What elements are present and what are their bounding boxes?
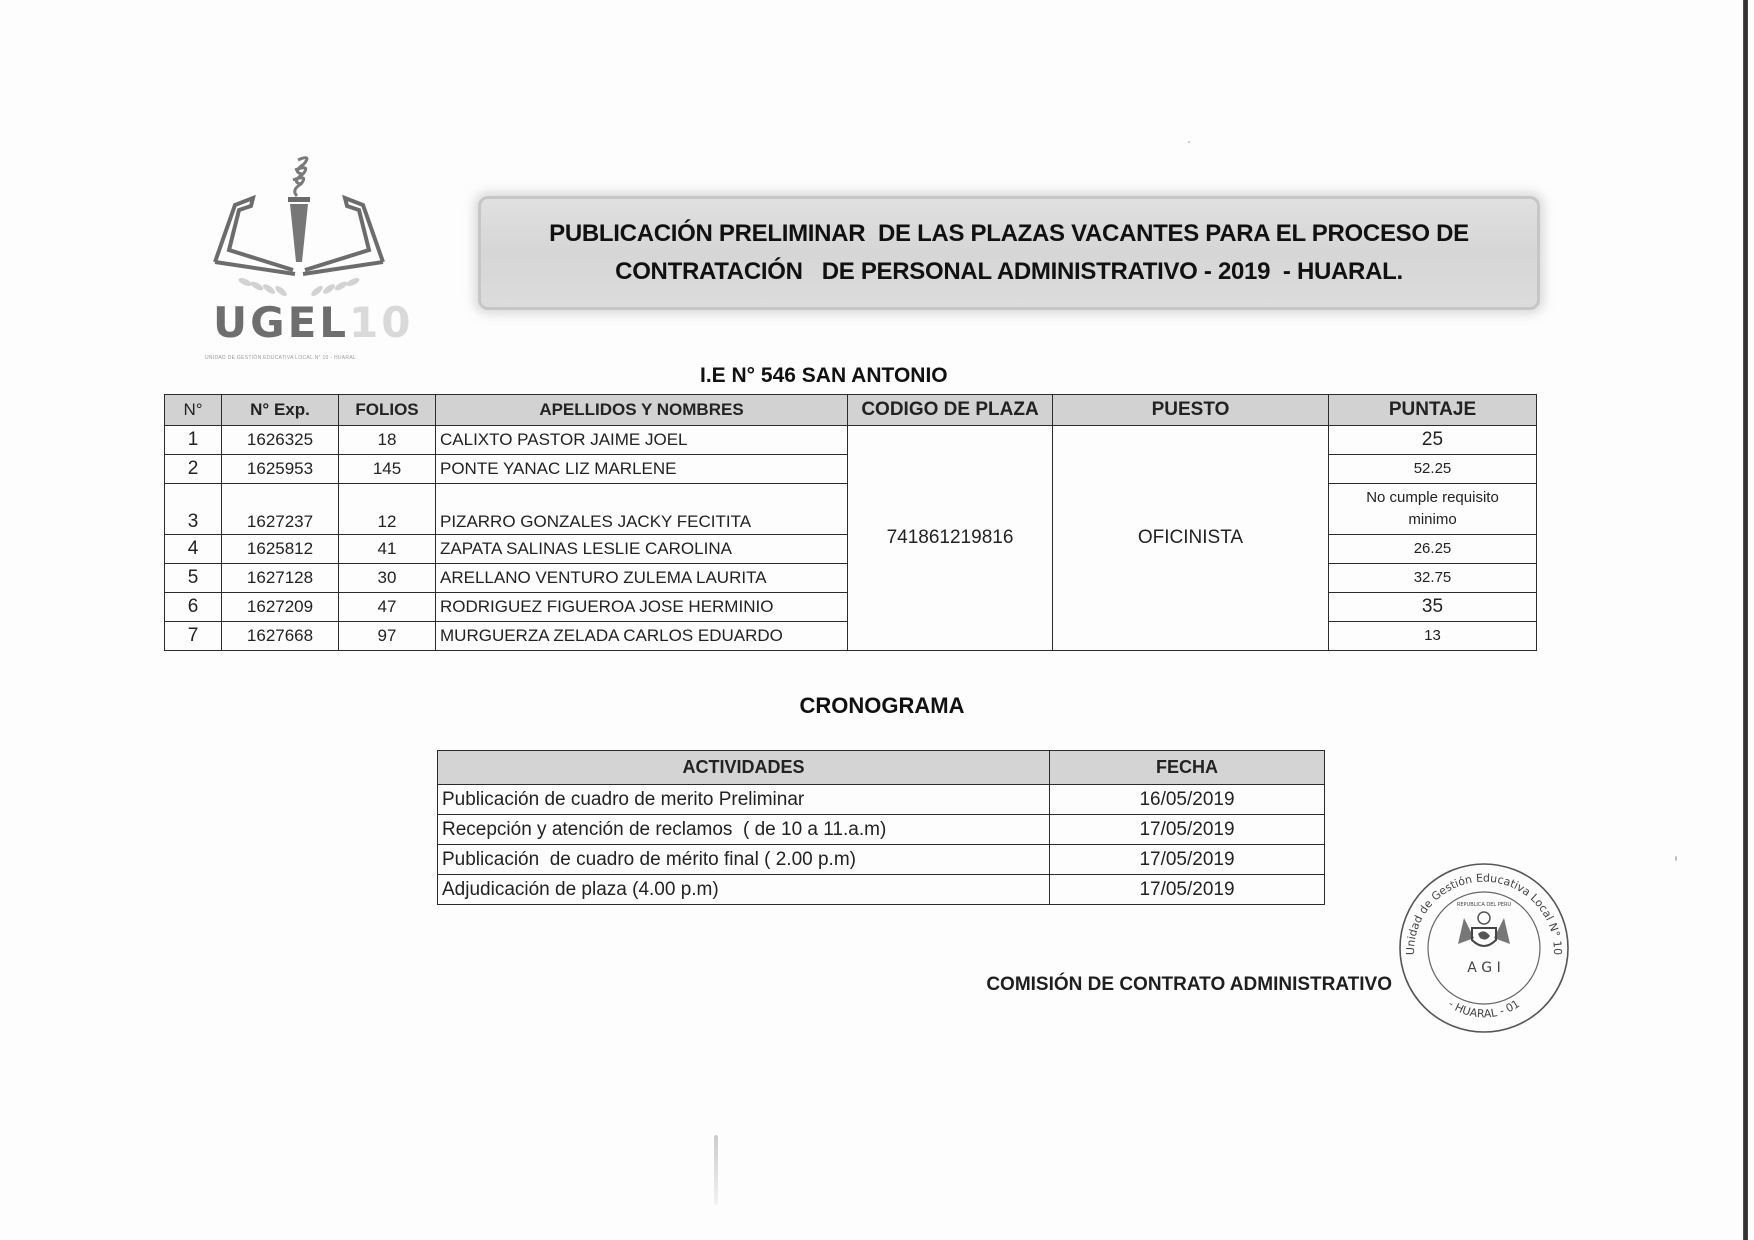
stamp-initials: A G I [1467, 960, 1501, 976]
cronograma-row [438, 785, 1325, 815]
vacancy-table [164, 394, 1537, 651]
cell-name: MURGUERZA ZELADA CARLOS EDUARDO [436, 622, 848, 651]
cell-exp: 1627668 [222, 622, 339, 651]
cronograma-row [438, 875, 1325, 905]
cell-name: CALIXTO PASTOR JAIME JOEL [436, 426, 848, 455]
title-line-2: CONTRATACIÓN DE PERSONAL ADMINISTRATIVO - 2019 - HUARAL. [615, 258, 1403, 285]
coat-of-arms-icon [1458, 912, 1510, 946]
puntaje-note-line-1: No cumple requisito [1366, 489, 1499, 506]
cell-name: ARELLANO VENTURO ZULEMA LAURITA [436, 564, 848, 593]
cell-exp: 1627209 [222, 593, 339, 622]
cell-puesto: OFICINISTA [1053, 426, 1329, 651]
cell-puntaje: 52.25 [1329, 455, 1537, 484]
cell-folios: 30 [339, 564, 436, 593]
header-puesto: PUESTO [1053, 395, 1329, 426]
scan-edge-line [1743, 0, 1748, 1240]
scan-speck [1675, 856, 1677, 861]
scan-speck [1188, 141, 1190, 143]
header-name: APELLIDOS Y NOMBRES [436, 395, 848, 426]
official-stamp-icon [1398, 862, 1570, 1034]
stamp-outer-ring [1400, 864, 1568, 1032]
cell-fecha: 17/05/2019 [1050, 815, 1325, 845]
cell-n: 5 [165, 564, 222, 593]
institution-heading: I.E N° 546 SAN ANTONIO [700, 364, 948, 387]
cell-n: 4 [165, 535, 222, 564]
stamp-inner-ring [1428, 892, 1540, 1004]
cell-actividad: Publicación de cuadro de merito Preliminar [438, 785, 1050, 815]
header-folios: FOLIOS [339, 395, 436, 426]
cell-fecha: 17/05/2019 [1050, 875, 1325, 905]
cell-folios: 47 [339, 593, 436, 622]
cell-folios: 12 [339, 484, 436, 535]
header-fecha: FECHA [1050, 751, 1325, 785]
cell-name: PONTE YANAC LIZ MARLENE [436, 455, 848, 484]
cronograma-table [437, 750, 1325, 905]
table-header-row [165, 395, 1537, 426]
cell-fecha: 16/05/2019 [1050, 785, 1325, 815]
signature-commission: COMISIÓN DE CONTRATO ADMINISTRATIVO [986, 974, 1392, 995]
scan-speck [714, 1135, 718, 1205]
cell-actividad: Publicación de cuadro de mérito final ( 2.00 p.m) [438, 845, 1050, 875]
cell-puntaje: 25 [1329, 426, 1537, 455]
cell-n: 2 [165, 455, 222, 484]
stamp-ring-text: Unidad de Gestión Educativa Local N° 10 [1403, 871, 1565, 956]
header-exp: N° Exp. [222, 395, 339, 426]
header-codigo: CODIGO DE PLAZA [848, 395, 1053, 426]
cell-actividad: Recepción y atención de reclamos ( de 10 a 11.a.m) [438, 815, 1050, 845]
cell-puntaje: 32.75 [1329, 564, 1537, 593]
cell-exp: 1627128 [222, 564, 339, 593]
cell-n: 7 [165, 622, 222, 651]
cell-exp: 1625812 [222, 535, 339, 564]
cell-puntaje: 35 [1329, 593, 1537, 622]
cell-exp: 1627237 [222, 484, 339, 535]
cell-n: 3 [165, 484, 222, 535]
cronograma-row [438, 845, 1325, 875]
cell-folios: 97 [339, 622, 436, 651]
cell-folios: 41 [339, 535, 436, 564]
cell-name: RODRIGUEZ FIGUEROA JOSE HERMINIO [436, 593, 848, 622]
cell-exp: 1625953 [222, 455, 339, 484]
document-title-box [478, 196, 1540, 310]
title-line-1: PUBLICACIÓN PRELIMINAR DE LAS PLAZAS VACANTES PARA EL PROCESO DE [549, 220, 1469, 247]
header-puntaje: PUNTAJE [1329, 395, 1537, 426]
cell-puntaje-note [1329, 484, 1537, 535]
stamp-center-top: REPUBLICA DEL PERU [1456, 902, 1512, 908]
cell-name: PIZARRO GONZALES JACKY FECITITA [436, 484, 848, 535]
cell-puntaje: 26.25 [1329, 535, 1537, 564]
cell-puntaje: 13 [1329, 622, 1537, 651]
cell-name: ZAPATA SALINAS LESLIE CAROLINA [436, 535, 848, 564]
logo-number-text: 10 [349, 298, 414, 347]
cell-n: 6 [165, 593, 222, 622]
table-row [165, 426, 1537, 455]
cell-folios: 145 [339, 455, 436, 484]
cell-folios: 18 [339, 426, 436, 455]
ugel-logo [205, 150, 414, 372]
cell-codigo-plaza: 741861219816 [848, 426, 1053, 651]
cell-n: 1 [165, 426, 222, 455]
cell-actividad: Adjudicación de plaza (4.00 p.m) [438, 875, 1050, 905]
logo-ugel-text: UGEL [213, 298, 350, 347]
book-torch-icon [205, 150, 395, 298]
cronograma-header-row [438, 751, 1325, 785]
stamp-bottom-text: - HUARAL - 01 [1445, 997, 1522, 1021]
cell-fecha: 17/05/2019 [1050, 845, 1325, 875]
cell-exp: 1626325 [222, 426, 339, 455]
header-actividades: ACTIVIDADES [438, 751, 1050, 785]
puntaje-note-line-2: minimo [1408, 511, 1457, 528]
header-n: N° [165, 395, 222, 426]
logo-wordmark [213, 300, 413, 346]
cronograma-row [438, 815, 1325, 845]
cronograma-heading: CRONOGRAMA [799, 693, 965, 718]
logo-subtitle: UNIDAD DE GESTIÓN EDUCATIVA LOCAL N° 10 - HUARAL [205, 355, 357, 361]
